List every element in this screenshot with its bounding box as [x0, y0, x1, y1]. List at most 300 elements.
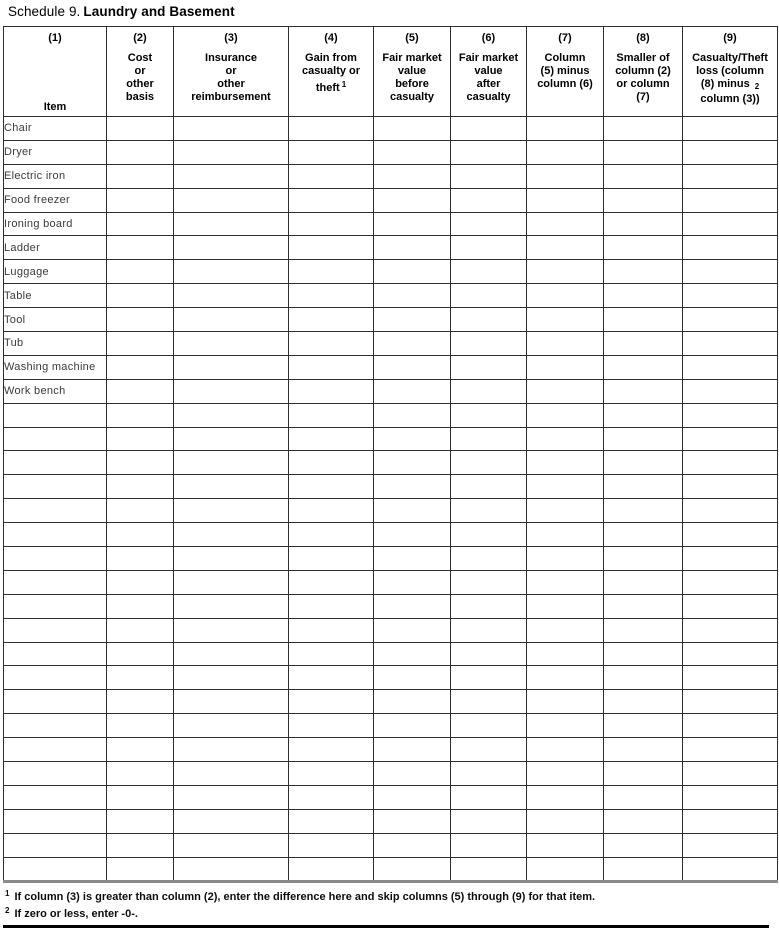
- item-cell: [4, 785, 107, 809]
- value-cell: [604, 140, 683, 164]
- value-cell: [527, 308, 604, 332]
- value-cell: [604, 212, 683, 236]
- footnote-1: [5, 887, 779, 904]
- value-cell: [374, 379, 451, 403]
- value-cell: [683, 666, 778, 690]
- value-cell: [289, 738, 374, 762]
- table-row: [4, 117, 778, 141]
- item-cell: [4, 666, 107, 690]
- value-cell: [451, 523, 527, 547]
- value-cell: [374, 857, 451, 881]
- value-cell: [107, 594, 174, 618]
- value-cell: [289, 140, 374, 164]
- value-cell: [107, 140, 174, 164]
- value-cell: [374, 618, 451, 642]
- col-number: (5): [405, 32, 419, 44]
- col-number: (1): [48, 32, 62, 44]
- value-cell: [107, 117, 174, 141]
- value-cell: [604, 833, 683, 857]
- value-cell: [604, 451, 683, 475]
- value-cell: [604, 260, 683, 284]
- value-cell: [451, 594, 527, 618]
- value-cell: [683, 690, 778, 714]
- value-cell: [289, 499, 374, 523]
- value-cell: [451, 332, 527, 356]
- item-cell: [4, 762, 107, 786]
- item-cell: [4, 547, 107, 571]
- value-cell: [374, 164, 451, 188]
- value-cell: [374, 642, 451, 666]
- value-cell: [289, 690, 374, 714]
- value-cell: [451, 690, 527, 714]
- value-cell: [683, 284, 778, 308]
- value-cell: [451, 714, 527, 738]
- value-cell: [174, 188, 289, 212]
- value-cell: [107, 236, 174, 260]
- value-cell: [174, 236, 289, 260]
- value-cell: [451, 260, 527, 284]
- value-cell: [604, 379, 683, 403]
- value-cell: [683, 475, 778, 499]
- value-cell: [683, 188, 778, 212]
- value-cell: [107, 666, 174, 690]
- table-row: [4, 284, 778, 308]
- value-cell: [451, 403, 527, 427]
- value-cell: [451, 738, 527, 762]
- value-cell: [289, 785, 374, 809]
- value-cell: [683, 642, 778, 666]
- value-cell: [174, 212, 289, 236]
- item-cell: [4, 451, 107, 475]
- col-number: (9): [723, 32, 737, 44]
- item-cell: Dryer: [4, 140, 107, 164]
- value-cell: [683, 857, 778, 881]
- value-cell: [451, 666, 527, 690]
- value-cell: [683, 594, 778, 618]
- item-cell: [4, 427, 107, 451]
- value-cell: [683, 451, 778, 475]
- table-row: [4, 308, 778, 332]
- value-cell: [451, 475, 527, 499]
- table-row: [4, 475, 778, 499]
- value-cell: [604, 284, 683, 308]
- footnote-2: [5, 904, 779, 921]
- value-cell: [174, 738, 289, 762]
- value-cell: [174, 427, 289, 451]
- table-row: [4, 403, 778, 427]
- value-cell: [527, 594, 604, 618]
- value-cell: [527, 236, 604, 260]
- value-cell: [174, 284, 289, 308]
- item-cell: [4, 857, 107, 881]
- value-cell: [174, 117, 289, 141]
- footnote-2-marker: 2: [5, 905, 10, 915]
- table-row: [4, 714, 778, 738]
- schedule-number: Schedule 9.: [8, 4, 81, 19]
- value-cell: [374, 809, 451, 833]
- value-cell: [683, 427, 778, 451]
- col-number: (8): [636, 32, 650, 44]
- value-cell: [289, 212, 374, 236]
- value-cell: [174, 594, 289, 618]
- value-cell: [289, 523, 374, 547]
- table-row: [4, 236, 778, 260]
- item-cell: Electric iron: [4, 164, 107, 188]
- value-cell: [289, 164, 374, 188]
- value-cell: [683, 355, 778, 379]
- col-label: Item: [43, 101, 67, 113]
- value-cell: [174, 308, 289, 332]
- value-cell: [107, 857, 174, 881]
- value-cell: [527, 451, 604, 475]
- value-cell: [527, 284, 604, 308]
- value-cell: [604, 475, 683, 499]
- value-cell: [527, 738, 604, 762]
- value-cell: [107, 451, 174, 475]
- value-cell: [451, 618, 527, 642]
- value-cell: [174, 379, 289, 403]
- footnotes: [5, 887, 779, 921]
- value-cell: [374, 427, 451, 451]
- col-number: (3): [224, 32, 238, 44]
- value-cell: [451, 140, 527, 164]
- value-cell: [527, 355, 604, 379]
- value-cell: [107, 690, 174, 714]
- value-cell: [289, 642, 374, 666]
- value-cell: [604, 308, 683, 332]
- value-cell: [374, 308, 451, 332]
- value-cell: [527, 833, 604, 857]
- value-cell: [451, 547, 527, 571]
- table-row: [4, 355, 778, 379]
- value-cell: [527, 188, 604, 212]
- value-cell: [374, 475, 451, 499]
- value-cell: [374, 212, 451, 236]
- value-cell: [604, 594, 683, 618]
- value-cell: [174, 547, 289, 571]
- value-cell: [683, 117, 778, 141]
- page-title: [8, 4, 779, 19]
- value-cell: [451, 308, 527, 332]
- item-cell: [4, 738, 107, 762]
- item-cell: [4, 523, 107, 547]
- col-header-gain: (4) Gain from casualty or theft $^1$: [289, 27, 374, 117]
- table-row: [4, 212, 778, 236]
- value-cell: [527, 785, 604, 809]
- value-cell: [683, 738, 778, 762]
- table-row: [4, 762, 778, 786]
- value-cell: [289, 355, 374, 379]
- value-cell: [374, 117, 451, 141]
- value-cell: [374, 355, 451, 379]
- item-cell: [4, 714, 107, 738]
- value-cell: [527, 212, 604, 236]
- value-cell: [683, 332, 778, 356]
- value-cell: [107, 809, 174, 833]
- value-cell: [527, 403, 604, 427]
- table-row: [4, 140, 778, 164]
- value-cell: [527, 809, 604, 833]
- header-row: [4, 27, 778, 117]
- value-cell: [174, 833, 289, 857]
- value-cell: [107, 523, 174, 547]
- value-cell: [107, 642, 174, 666]
- value-cell: [527, 618, 604, 642]
- value-cell: [527, 475, 604, 499]
- value-cell: [527, 140, 604, 164]
- item-cell: [4, 499, 107, 523]
- value-cell: [374, 332, 451, 356]
- item-cell: [4, 475, 107, 499]
- table-row: [4, 809, 778, 833]
- value-cell: [107, 403, 174, 427]
- value-cell: [451, 857, 527, 881]
- table-row: [4, 523, 778, 547]
- value-cell: [604, 642, 683, 666]
- footnote-1-ref: 1: [341, 80, 347, 89]
- table-row: [4, 666, 778, 690]
- item-cell: Luggage: [4, 260, 107, 284]
- value-cell: [107, 212, 174, 236]
- value-cell: [683, 547, 778, 571]
- value-cell: [107, 714, 174, 738]
- value-cell: [527, 857, 604, 881]
- value-cell: [683, 714, 778, 738]
- value-cell: [174, 475, 289, 499]
- value-cell: [374, 499, 451, 523]
- value-cell: [107, 355, 174, 379]
- page-bottom-rule: [3, 925, 769, 928]
- value-cell: [451, 833, 527, 857]
- value-cell: [604, 403, 683, 427]
- value-cell: [107, 260, 174, 284]
- value-cell: [174, 714, 289, 738]
- value-cell: [174, 164, 289, 188]
- value-cell: [174, 857, 289, 881]
- value-cell: [374, 451, 451, 475]
- value-cell: [107, 547, 174, 571]
- value-cell: [451, 236, 527, 260]
- table-row: [4, 785, 778, 809]
- value-cell: [174, 690, 289, 714]
- value-cell: [604, 236, 683, 260]
- value-cell: [289, 618, 374, 642]
- item-cell: Ironing board: [4, 212, 107, 236]
- value-cell: [374, 523, 451, 547]
- value-cell: [451, 117, 527, 141]
- value-cell: [683, 212, 778, 236]
- value-cell: [289, 857, 374, 881]
- value-cell: [174, 523, 289, 547]
- value-cell: [604, 785, 683, 809]
- value-cell: [107, 427, 174, 451]
- table-row: [4, 570, 778, 594]
- value-cell: [289, 570, 374, 594]
- value-cell: [683, 809, 778, 833]
- value-cell: [683, 785, 778, 809]
- value-cell: [451, 355, 527, 379]
- footnote-1-marker: 1: [5, 888, 10, 898]
- table-row: [4, 547, 778, 571]
- value-cell: [289, 379, 374, 403]
- value-cell: [451, 642, 527, 666]
- value-cell: [374, 762, 451, 786]
- item-cell: [4, 809, 107, 833]
- value-cell: [683, 164, 778, 188]
- value-cell: [289, 117, 374, 141]
- table-row: [4, 857, 778, 881]
- value-cell: [107, 618, 174, 642]
- value-cell: [451, 499, 527, 523]
- value-cell: [527, 427, 604, 451]
- value-cell: [683, 403, 778, 427]
- value-cell: [374, 547, 451, 571]
- value-cell: [604, 164, 683, 188]
- value-cell: [683, 260, 778, 284]
- value-cell: [289, 714, 374, 738]
- value-cell: [107, 499, 174, 523]
- value-cell: [174, 260, 289, 284]
- value-cell: [289, 308, 374, 332]
- value-cell: [374, 236, 451, 260]
- value-cell: [174, 809, 289, 833]
- value-cell: [604, 762, 683, 786]
- item-cell: [4, 833, 107, 857]
- col-header-fmv-after: (6) Fair market value after casualty: [451, 27, 527, 117]
- table-row: [4, 499, 778, 523]
- schedule-name: Laundry and Basement: [83, 4, 235, 19]
- value-cell: [289, 809, 374, 833]
- value-cell: [683, 236, 778, 260]
- value-cell: [289, 594, 374, 618]
- value-cell: [527, 547, 604, 571]
- value-cell: [374, 284, 451, 308]
- footnote-2-text: If zero or less, enter -0-.: [14, 907, 138, 920]
- value-cell: [451, 427, 527, 451]
- value-cell: [683, 523, 778, 547]
- value-cell: [374, 833, 451, 857]
- value-cell: [527, 332, 604, 356]
- table-row: [4, 260, 778, 284]
- value-cell: [527, 117, 604, 141]
- value-cell: [174, 451, 289, 475]
- value-cell: [683, 833, 778, 857]
- value-cell: [527, 762, 604, 786]
- casualty-loss-table: [3, 26, 778, 883]
- table-row: [4, 833, 778, 857]
- value-cell: [374, 690, 451, 714]
- value-cell: [107, 762, 174, 786]
- value-cell: [451, 809, 527, 833]
- table-row: [4, 427, 778, 451]
- value-cell: [683, 570, 778, 594]
- value-cell: [604, 618, 683, 642]
- value-cell: [604, 355, 683, 379]
- item-cell: [4, 570, 107, 594]
- table-row: [4, 188, 778, 212]
- value-cell: [174, 642, 289, 666]
- table-row: [4, 164, 778, 188]
- footnote-1-text: If column (3) is greater than column (2), enter the difference here and skip columns (5) through (9) for that item.: [14, 890, 596, 903]
- value-cell: [107, 738, 174, 762]
- value-cell: [451, 284, 527, 308]
- value-cell: [683, 762, 778, 786]
- item-cell: Tool: [4, 308, 107, 332]
- value-cell: [527, 523, 604, 547]
- value-cell: [374, 188, 451, 212]
- value-cell: [174, 403, 289, 427]
- item-cell: Work bench: [4, 379, 107, 403]
- value-cell: [683, 499, 778, 523]
- value-cell: [683, 140, 778, 164]
- value-cell: [289, 188, 374, 212]
- value-cell: [683, 379, 778, 403]
- value-cell: [174, 499, 289, 523]
- value-cell: [451, 451, 527, 475]
- value-cell: [174, 140, 289, 164]
- value-cell: [107, 164, 174, 188]
- value-cell: [289, 547, 374, 571]
- value-cell: [107, 785, 174, 809]
- col-header-item: [4, 27, 107, 117]
- value-cell: [451, 762, 527, 786]
- col-header-insurance: (3) Insurance or other reimbursement: [174, 27, 289, 117]
- value-cell: [289, 475, 374, 499]
- col-number: (2): [133, 32, 147, 44]
- value-cell: [604, 666, 683, 690]
- value-cell: [374, 666, 451, 690]
- value-cell: [374, 260, 451, 284]
- value-cell: [374, 785, 451, 809]
- col-header-difference: (7) Column (5) minus column (6): [527, 27, 604, 117]
- value-cell: [451, 212, 527, 236]
- value-cell: [374, 738, 451, 762]
- item-cell: [4, 642, 107, 666]
- value-cell: [374, 714, 451, 738]
- value-cell: [604, 690, 683, 714]
- table-row: [4, 379, 778, 403]
- item-cell: [4, 690, 107, 714]
- value-cell: [527, 164, 604, 188]
- value-cell: [289, 284, 374, 308]
- item-cell: Table: [4, 284, 107, 308]
- item-cell: [4, 618, 107, 642]
- value-cell: [604, 523, 683, 547]
- value-cell: [289, 427, 374, 451]
- value-cell: [604, 738, 683, 762]
- col-number: (6): [481, 32, 496, 44]
- value-cell: [174, 762, 289, 786]
- value-cell: [527, 666, 604, 690]
- value-cell: [174, 332, 289, 356]
- value-cell: [107, 833, 174, 857]
- value-cell: [683, 308, 778, 332]
- value-cell: [107, 188, 174, 212]
- value-cell: [289, 666, 374, 690]
- value-cell: [604, 332, 683, 356]
- value-cell: [289, 833, 374, 857]
- footnote-2-ref: 2: [754, 82, 760, 91]
- value-cell: [174, 570, 289, 594]
- value-cell: [374, 570, 451, 594]
- value-cell: [604, 117, 683, 141]
- item-cell: Chair: [4, 117, 107, 141]
- value-cell: [604, 809, 683, 833]
- value-cell: [289, 451, 374, 475]
- value-cell: [527, 570, 604, 594]
- col-header-fmv-before: (5) Fair market value before casualty: [374, 27, 451, 117]
- value-cell: [107, 308, 174, 332]
